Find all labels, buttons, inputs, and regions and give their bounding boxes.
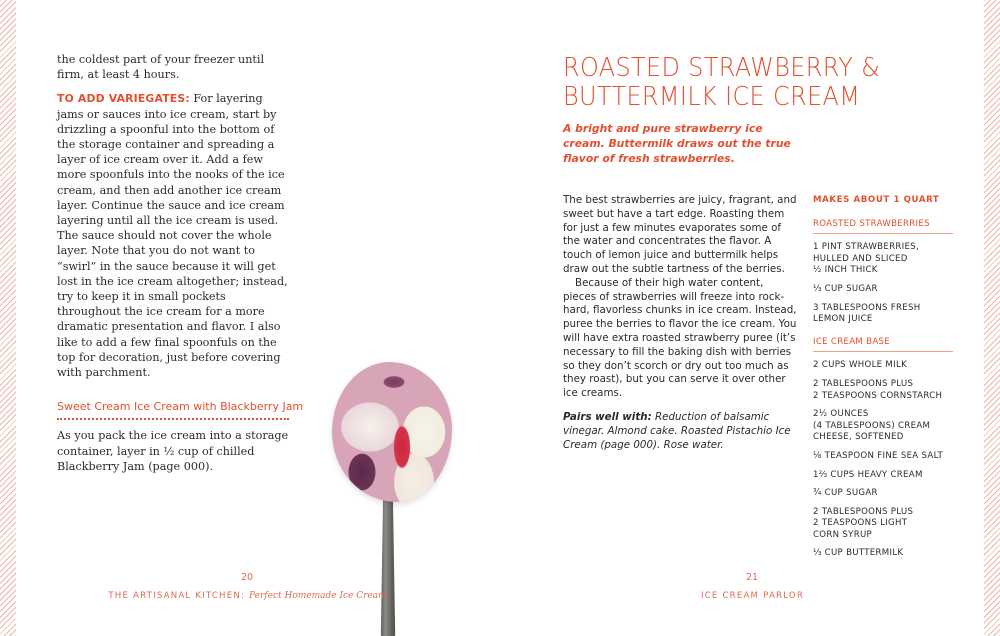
ingredient-line: 2½ OUNCES xyxy=(813,409,869,420)
ingredient-item xyxy=(813,488,953,500)
ingredient-item xyxy=(813,507,953,542)
variation-title: Sweet Cream Ice Cream with Blackberry Jam xyxy=(57,399,289,420)
pairs-well-with xyxy=(563,411,799,452)
recipe-yield: MAKES ABOUT 1 QUART xyxy=(813,195,940,205)
ingredient-item xyxy=(813,451,953,463)
ingredient-line: (4 TABLESPOONS) CREAM xyxy=(813,420,931,431)
recipe-title xyxy=(563,54,943,112)
variegates-paragraph xyxy=(57,91,289,380)
ingredient-item xyxy=(813,303,953,326)
ingredient-line: ⅓ CUP SUGAR xyxy=(813,283,878,294)
body-paragraph-2: Because of their high water content, pieces of strawberries will freeze into rock-hard, flavorless chunks in ice cream. Instead, puree the berries to flavor the ice cream. You will have extra roasted strawberry puree (it’s necessary to fill the baking dish with berries so they don’t scorch or dry out too much as they roast), but you can serve it over other ice creams. xyxy=(563,276,797,400)
ingredient-line: 1⅔ CUPS HEAVY CREAM xyxy=(813,469,923,480)
ingredient-item xyxy=(813,284,953,296)
ingredient-line: 2 TABLESPOONS PLUS xyxy=(813,378,914,389)
left-page-text-column xyxy=(57,52,304,483)
right-page-number: 21 xyxy=(745,572,759,583)
ingredient-line: 2 TEASPOONS LIGHT xyxy=(813,518,908,529)
right-running-head: ICE CREAM PARLOR xyxy=(700,591,805,601)
ingredient-item xyxy=(813,379,953,402)
recipe-body-text xyxy=(563,194,799,452)
ingredient-item xyxy=(813,548,953,560)
ingredient-line: ½ INCH THICK xyxy=(813,265,878,276)
intro-paragraph: the coldest part of your freezer until firm, at least 4 hours. xyxy=(57,53,265,82)
ingredient-line: ⅓ CUP BUTTERMILK xyxy=(813,548,904,559)
ingredient-line: 2 TEASPOONS CORNSTARCH xyxy=(813,390,943,401)
ingredient-line: ⅛ TEASPOON FINE SEA SALT xyxy=(813,450,944,461)
ingredient-item xyxy=(813,242,953,277)
ingredient-section-heading-ice-cream-base: ICE CREAM BASE xyxy=(813,337,953,353)
right-edge-hatch-border xyxy=(984,0,1000,636)
recipe-subtitle: A bright and pure strawberry ice cream. Buttermilk draws out the true flavor of fresh strawberries. xyxy=(563,122,791,165)
running-head-italic: Perfect Homemade Ice Cream xyxy=(249,591,387,601)
ice-cream-scoop xyxy=(332,362,452,502)
ingredient-line: HULLED AND SLICED xyxy=(813,253,908,264)
ingredient-line: 3 TABLESPOONS FRESH xyxy=(813,302,921,313)
running-head-caps: THE ARTISANAL KITCHEN: xyxy=(108,591,250,601)
left-edge-hatch-border xyxy=(0,0,16,636)
ingredient-line: CORN SYRUP xyxy=(813,529,873,540)
recipe-title-line-1: ROASTED STRAWBERRY & xyxy=(563,53,881,83)
ingredient-line: 2 TABLESPOONS PLUS xyxy=(813,506,914,517)
ingredient-line: CHEESE, SOFTENED xyxy=(813,432,904,443)
left-page-number: 20 xyxy=(240,572,254,583)
variation-text: As you pack the ice cream into a storage container, layer in ½ cup of chilled Blackberry Jam (page 000). xyxy=(57,429,289,473)
ingredient-line: ¾ CUP SUGAR xyxy=(813,488,878,499)
body-paragraph-1: The best strawberries are juicy, fragrant, and sweet but have a tart edge. Roasting them for just a few minutes evaporates some of the water and concentrates the flavor. A touch of lemon juice and buttermilk helps draw out the subtle tartness of the berries. xyxy=(563,194,797,275)
ingredient-line: LEMON JUICE xyxy=(813,314,873,325)
left-running-head xyxy=(100,591,395,601)
ingredient-line: 1 PINT STRAWBERRIES, xyxy=(813,242,919,253)
ingredient-line: 2 CUPS WHOLE MILK xyxy=(813,360,908,371)
ingredient-item xyxy=(813,360,953,372)
ingredients-column xyxy=(813,195,953,567)
ingredient-section-heading-roasted-strawberries: ROASTED STRAWBERRIES xyxy=(813,219,953,235)
spoon-handle xyxy=(380,490,396,636)
pairs-text: Reduction of balsamic vinegar. Almond cake. Roasted Pistachio Ice Cream (page 000). Rose water. xyxy=(563,410,791,451)
variegates-label: TO ADD VARIEGATES: xyxy=(57,92,190,106)
variegates-text: For layering jams or sauces into ice cream, start by drizzling a spoonful into the bottom of the storage container and spreading a layer of ice cream over it. Add a few more spoonfuls into the nooks of the ice cream, and then add another ice cream layer. Continue the sauce and ice cream layering until all the ice cream is used. The sauce should not cover the whole layer. Note that you do not want to “swirl” in the sauce because it will get lost in the ice cream altogether; instead, try to keep it in small pockets throughout the ice cream for a more dramatic presentation and flavor. I also like to add a few final spoonfuls on the top for decoration, just before covering with parchment. xyxy=(57,92,288,380)
ingredient-item xyxy=(813,470,953,482)
pairs-label: Pairs well with: xyxy=(563,410,652,423)
recipe-title-line-2: BUTTERMILK ICE CREAM xyxy=(563,82,861,112)
ingredient-item xyxy=(813,409,953,444)
